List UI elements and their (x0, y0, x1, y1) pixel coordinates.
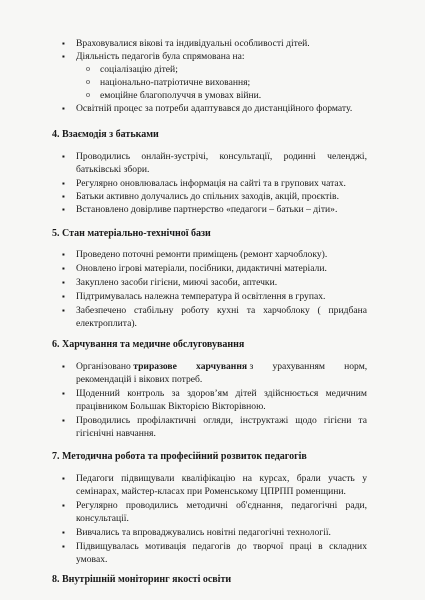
list-item-text: консультації. (76, 512, 129, 524)
list-item (76, 178, 367, 191)
list-item (76, 500, 367, 525)
list-item-text: Підтримувалась належна температура й освітлення в групах. (76, 291, 326, 302)
sub-list-item-text: національно-патріотичне виховання; (100, 77, 251, 88)
list-item (76, 415, 367, 440)
list-item (76, 277, 367, 290)
list-item (76, 527, 367, 540)
list-item (76, 51, 367, 64)
list-item-text: ▪ Щоденний контроль за здоров’ям дітей здійснюється медичним (76, 388, 367, 399)
list-item-text: Вивчались та впроваджувались новітні педагогічні технології. (76, 527, 331, 538)
sub-list-item-text: соціалізацію дітей; (100, 64, 178, 75)
list-item (76, 103, 367, 116)
list-item-text: ▪ Проводились онлайн-зустрічі, консультації, родинні челенджі, (76, 151, 367, 162)
list-item (76, 305, 367, 330)
list-item (76, 388, 367, 413)
list-item-text: електроплита). (76, 317, 137, 329)
emphasis-text: триразове харчування (133, 361, 248, 372)
list-item-text: Враховувалися вікові та індивідуальні особливості дітей. (76, 38, 310, 49)
list-item (76, 151, 367, 176)
list-item-text: з урахуванням норм, (247, 361, 368, 372)
list-item-text: гігієнічні навчання. (76, 427, 156, 439)
list-item (76, 291, 367, 304)
list-item (76, 38, 367, 51)
list-item-text: ▪ Педагоги підвищували кваліфікацію на курсах, брали участь у (76, 473, 367, 484)
list-item-text: ▪ Регулярно проводились методичні об'єднання, педагогічні ради, (76, 500, 367, 511)
sub-list-item (100, 90, 367, 103)
list-item-text: Організовано (76, 361, 134, 372)
list-item-text: працівником Большак Вікторією Вікторівною. (76, 400, 266, 412)
list-item (76, 263, 367, 276)
section-heading: 6. Харчування та медичне обслуговування (52, 339, 245, 350)
list-item-text: Закуплено засоби гігієни, миючі засоби, аптечки. (76, 277, 278, 288)
list-item-text: батьківські збори. (76, 163, 150, 175)
list-item-text: ▪ Забезпечено стабільну роботу кухні та харчоблоку ( придбана (76, 305, 367, 316)
sub-list-item (100, 64, 367, 77)
list-item (76, 191, 367, 204)
section-heading: 4. Взаємодія з батьками (52, 129, 159, 140)
list-item-text: Освітній процес за потреби адаптувався до дистанційного формату. (76, 103, 353, 114)
section-heading: 8. Внутрішній моніторинг якості освіти (52, 574, 232, 585)
section-heading: 7. Методична робота та професійний розвиток педагогів (52, 451, 307, 462)
list-item-text: Оновлено ігрові матеріали, посібники, дидактичні матеріали. (76, 263, 327, 274)
list-item-text: Встановлено довірливе партнерство «педагоги – батьки – діти». (76, 204, 338, 215)
list-item (76, 204, 367, 217)
list-item-text: рекомендацій і вікових потреб. (76, 373, 203, 385)
list-item-text: Діяльність педагогів була спрямована на: (76, 51, 245, 62)
list-item-text: ▪ Підвищувалась мотивація педагогів до творчої праці в складних (76, 541, 367, 552)
list-item (76, 361, 367, 386)
section-heading: 5. Стан матеріально-технічної бази (52, 228, 211, 239)
list-item (76, 249, 367, 262)
list-item-text: ▪ Проводились профілактичні огляди, інструктажі щодо гігієни та (76, 415, 367, 426)
list-item-text: Регулярно оновлювалась інформація на сайті та в групових чатах. (76, 178, 346, 189)
sub-list-item-text: емоційне благополуччя в умовах війни. (100, 90, 262, 101)
sub-list-item (100, 77, 367, 90)
list-item (76, 541, 367, 566)
list-item-first-line (76, 361, 367, 374)
list-item-text: Проведено поточні ремонти приміщень (ремонт харчоблоку). (76, 249, 328, 260)
list-item-text: Батьки активно долучались до спільних заходів, акцій, проєктів. (76, 191, 339, 202)
list-item-text: семінарах, майстер-класах при Роменському ЦПРПП роменщини. (76, 485, 346, 497)
list-item (76, 473, 367, 498)
list-item-text: умовах. (76, 553, 108, 565)
